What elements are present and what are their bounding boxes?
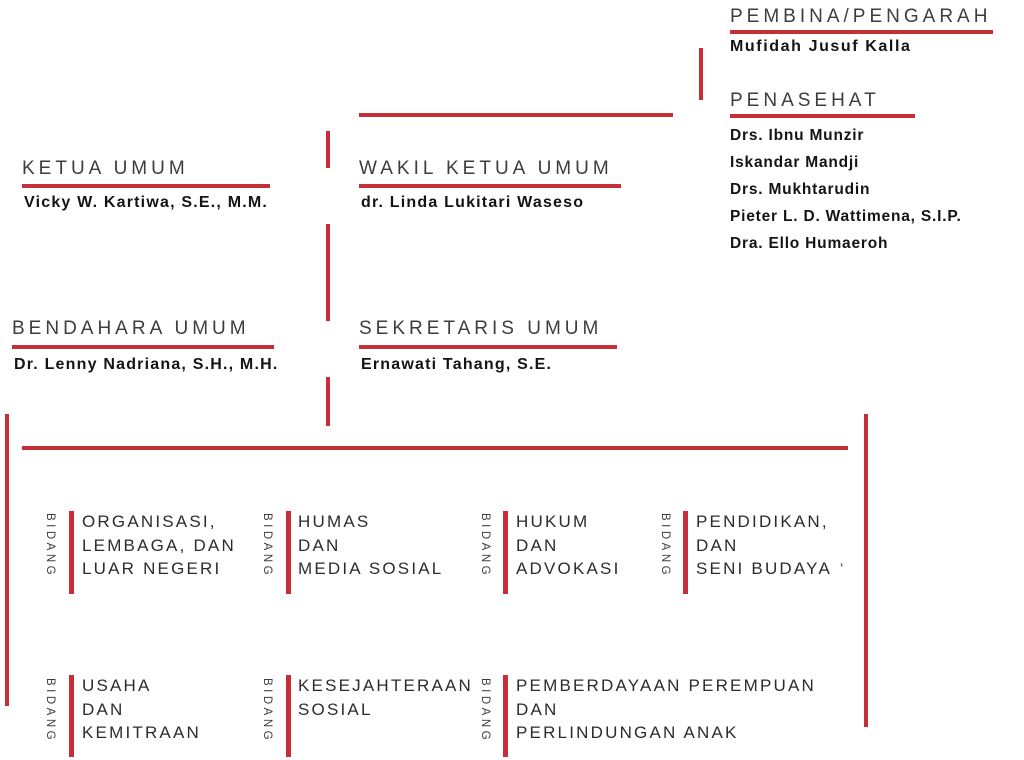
bidang-line: HUMAS <box>298 512 371 531</box>
pembina-name: Mufidah Jusuf Kalla <box>730 38 912 55</box>
bidang-line: DAN <box>516 699 559 719</box>
bidang-line: MEDIA SOSIAL <box>298 559 444 578</box>
bidang-title-lines <box>516 510 621 581</box>
connector-wakil-top <box>326 131 330 168</box>
bidang-line: DAN <box>298 535 341 555</box>
bidang-line: USAHA <box>82 676 152 695</box>
bidang-vertical-label: BIDANG <box>261 513 273 579</box>
bidang-vertical-label: BIDANG <box>479 513 491 579</box>
stray-mark: ‘ <box>840 560 844 577</box>
wakil-title: WAKIL KETUA UMUM <box>359 158 613 179</box>
bidang-line: DAN <box>516 535 559 555</box>
penasehat-member-list <box>730 122 962 257</box>
bidang-line: SOSIAL <box>298 699 373 719</box>
bidang-line: HUKUM <box>516 512 590 531</box>
bidang-line: KEMITRAAN <box>82 723 201 742</box>
wakil-name: dr. Linda Lukitari Waseso <box>361 194 585 211</box>
bidang-line: DAN <box>82 699 125 719</box>
bidang-title-lines <box>298 674 473 721</box>
bidang-vertical-label: BIDANG <box>44 513 56 579</box>
ketua-title: KETUA UMUM <box>22 158 189 179</box>
connector-pembina-penasehat <box>699 48 703 100</box>
bidang-title-lines <box>516 674 816 745</box>
penasehat-member: Drs. Mukhtarudin <box>730 181 871 198</box>
bidang-vertical-label: BIDANG <box>44 678 56 744</box>
penasehat-member: Drs. Ibnu Munzir <box>730 127 865 144</box>
bendahara-name: Dr. Lenny Nadriana, S.H., M.H. <box>14 356 279 373</box>
bidang-line: KESEJAHTERAAN <box>298 676 474 695</box>
penasehat-member: Pieter L. D. Wattimena, S.I.P. <box>730 208 962 225</box>
bidang-vertical-label: BIDANG <box>479 678 491 744</box>
bracket-hline <box>22 446 848 450</box>
bracket-right-vline <box>864 414 868 727</box>
bidang-line: PERLINDUNGAN ANAK <box>516 723 739 742</box>
sekretaris-name: Ernawati Tahang, S.E. <box>361 356 553 373</box>
bidang-vertical-label: BIDANG <box>659 513 671 579</box>
bidang-accent-bar <box>69 675 74 757</box>
connector-ketua-bendahara <box>326 224 330 321</box>
bidang-title-lines <box>82 674 201 745</box>
sekretaris-title: SEKRETARIS UMUM <box>359 318 603 339</box>
penasehat-member: Iskandar Mandji <box>730 154 860 171</box>
bidang-accent-bar <box>503 675 508 757</box>
bidang-accent-bar <box>69 511 74 594</box>
bidang-line: DAN <box>696 535 739 555</box>
bidang-accent-bar <box>286 511 291 594</box>
bidang-vertical-label: BIDANG <box>261 678 273 744</box>
bendahara-underline <box>12 345 274 349</box>
bidang-accent-bar <box>286 675 291 757</box>
sekretaris-underline <box>359 345 617 349</box>
bidang-line: ORGANISASI, <box>82 512 217 531</box>
bidang-line: LUAR NEGERI <box>82 559 222 578</box>
bidang-line: PEMBERDAYAAN PEREMPUAN <box>516 676 816 695</box>
bracket-left-vline <box>5 414 9 706</box>
bidang-accent-bar <box>503 511 508 594</box>
bidang-line: ADVOKASI <box>516 559 621 578</box>
pembina-underline <box>730 30 993 34</box>
bidang-line: LEMBAGA, DAN <box>82 535 236 555</box>
bidang-title-lines <box>696 510 832 581</box>
ketua-underline <box>22 184 270 188</box>
bidang-line: SENI BUDAYA <box>696 559 832 578</box>
bendahara-title: BENDAHARA UMUM <box>12 318 250 339</box>
penasehat-member: Dra. Ello Humaeroh <box>730 235 889 252</box>
pembina-title: PEMBINA/PENGARAH <box>730 6 992 27</box>
penasehat-underline <box>730 114 915 118</box>
wakil-underline <box>359 184 621 188</box>
connector-bendahara-bracket <box>326 377 330 426</box>
bidang-title-lines <box>298 510 443 581</box>
penasehat-title: PENASEHAT <box>730 90 880 111</box>
bidang-line: PENDIDIKAN, <box>696 512 829 531</box>
bidang-title-lines <box>82 510 236 581</box>
bidang-accent-bar <box>683 511 688 594</box>
connector-top-horizontal <box>359 113 673 117</box>
ketua-name: Vicky W. Kartiwa, S.E., M.M. <box>24 194 269 211</box>
